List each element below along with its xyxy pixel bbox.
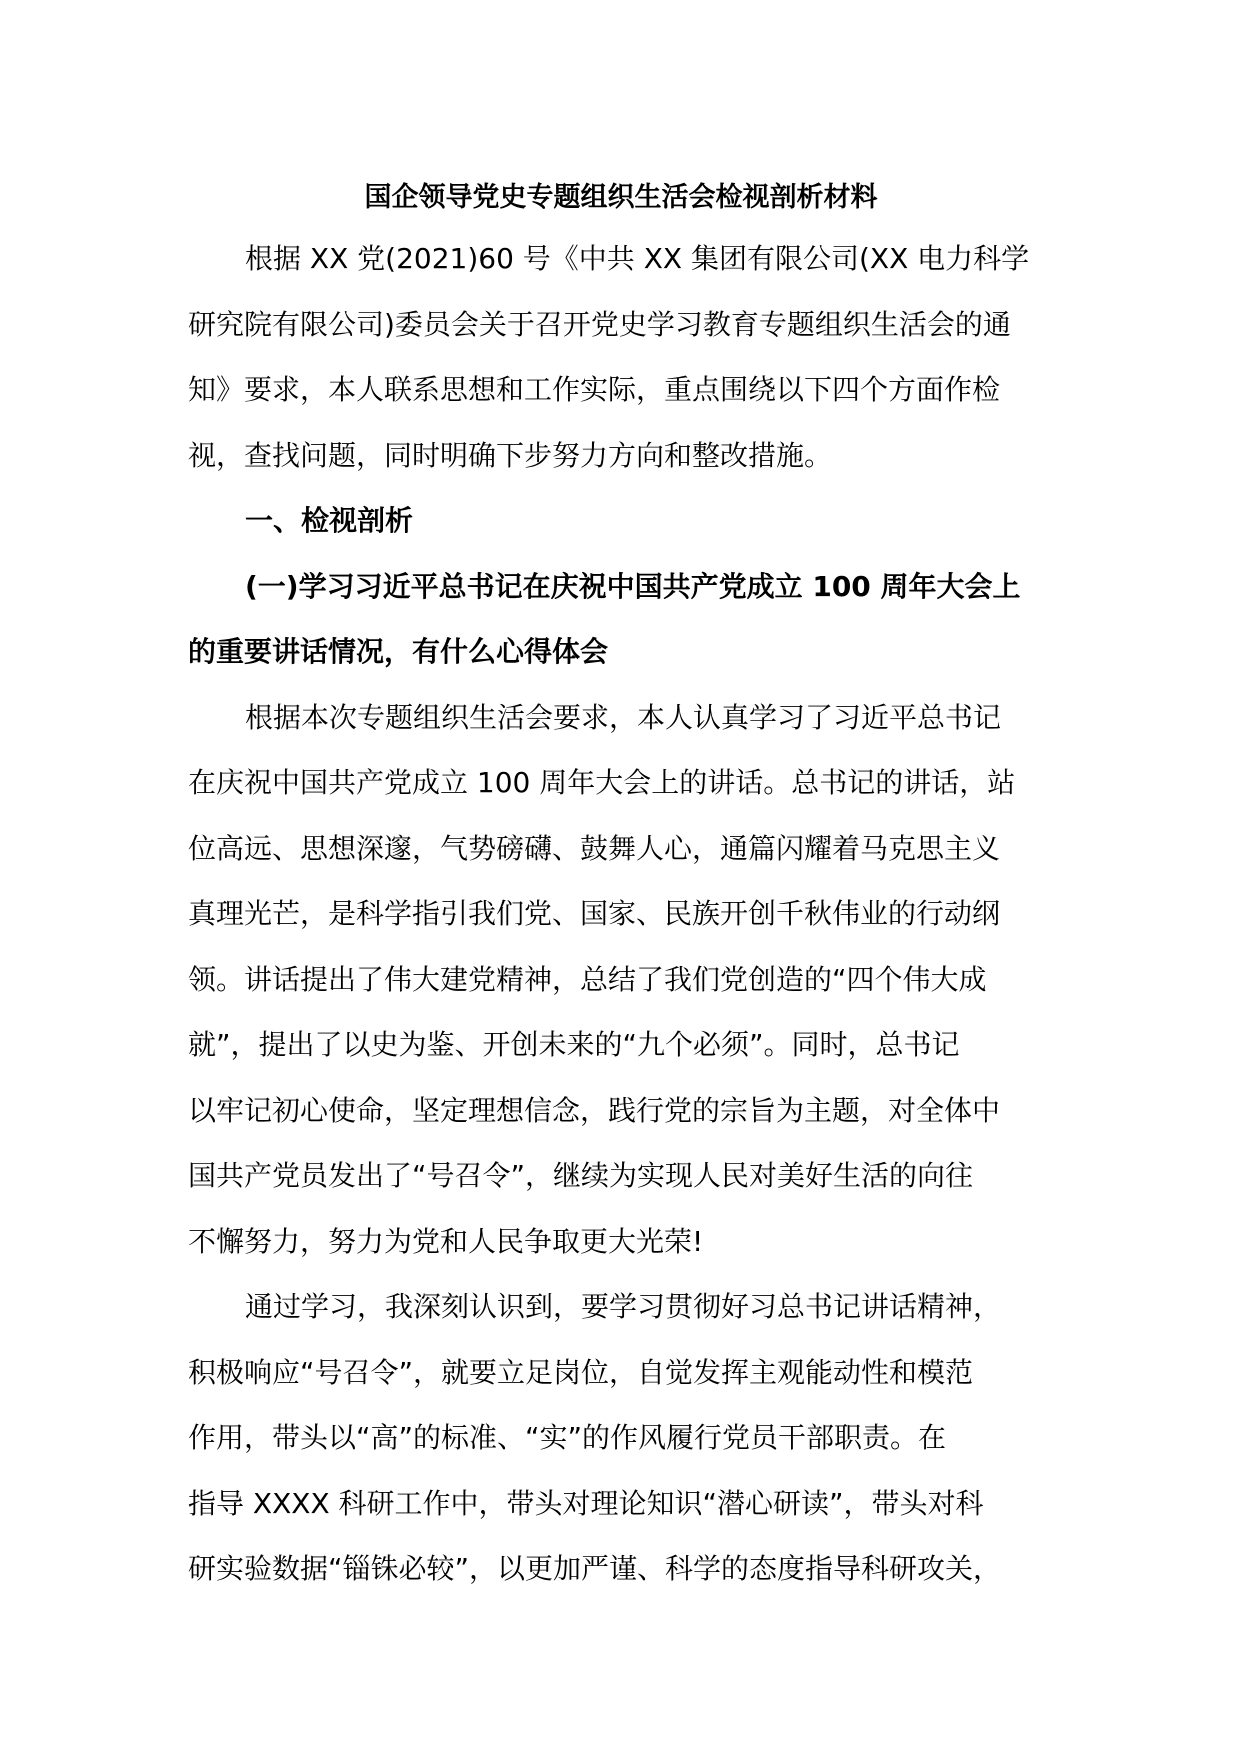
document-page: [188, 170, 1054, 1602]
text-line: 作用，带头以“高”的标准、“实”的作风履行党员干部职责。在: [188, 1421, 947, 1454]
text-line: 根据本次专题组织生活会要求，本人认真学习了习近平总书记: [245, 700, 1002, 734]
text-line: 通过学习，我深刻认识到，要学习贯彻好习总书记讲话精神，: [245, 1290, 1002, 1323]
text-line: 不懈努力，努力为党和人民争取更大光荣!: [188, 1224, 704, 1258]
text-line: 积极响应“号召令”，就要立足岗位，自觉发挥主观能动性和模范: [188, 1355, 974, 1389]
text-line: 真理光芒，是科学指引我们党、国家、民族开创千秋伟业的行动纲: [188, 897, 1001, 930]
text-line: 的重要讲话情况，有什么心得体会: [188, 635, 609, 668]
text-line: 国共产党员发出了“号召令”，继续为实现人民对美好生活的向往: [188, 1159, 974, 1192]
text-line: 位高远、思想深邃，气势磅礴、鼓舞人心，通篇闪耀着马克思主义: [188, 831, 1001, 865]
text-line: 领。讲话提出了伟大建党精神，总结了我们党创造的“四个伟大成: [188, 962, 987, 996]
text-line: 指导 XXXX 科研工作中，带头对理论知识“潜心研读”，带头对科: [188, 1486, 984, 1520]
body-paragraph-1: [188, 685, 1054, 1275]
text-line: 在庆祝中国共产党成立 100 周年大会上的讲话。总书记的讲话，站: [188, 766, 1016, 799]
text-line: 知》要求，本人联系思想和工作实际，重点围绕以下四个方面作检: [188, 373, 1001, 406]
subsection-heading-1: [188, 554, 1054, 685]
document-title: 国企领导党史专题组织生活会检视剖析材料: [364, 182, 878, 213]
text-line: (一)学习习近平总书记在庆祝中国共产党成立 100 周年大会上: [245, 569, 1021, 603]
text-line: 以牢记初心使命，坚定理想信念，践行党的宗旨为主题，对全体中: [188, 1093, 1001, 1127]
text-line: 研实验数据“锱铢必较”，以更加严谨、科学的态度指导科研攻关，: [188, 1552, 1002, 1585]
text-line: 就”，提出了以史为鉴、开创未来的“九个必须”。同时，总书记: [188, 1028, 960, 1061]
text-line: 根据 XX 党(2021)60 号《中共 XX 集团有限公司(XX 电力科学: [245, 242, 1030, 275]
text-line: 视，查找问题，同时明确下步努力方向和整改措施。: [188, 438, 833, 472]
section-heading-review-analysis: 一、检视剖析: [245, 504, 414, 537]
intro-paragraph: [188, 226, 1054, 488]
text-line: 研究院有限公司)委员会关于召开党史学习教育专题组织生活会的通: [188, 307, 1011, 341]
body-paragraph-2: [188, 1274, 1054, 1602]
